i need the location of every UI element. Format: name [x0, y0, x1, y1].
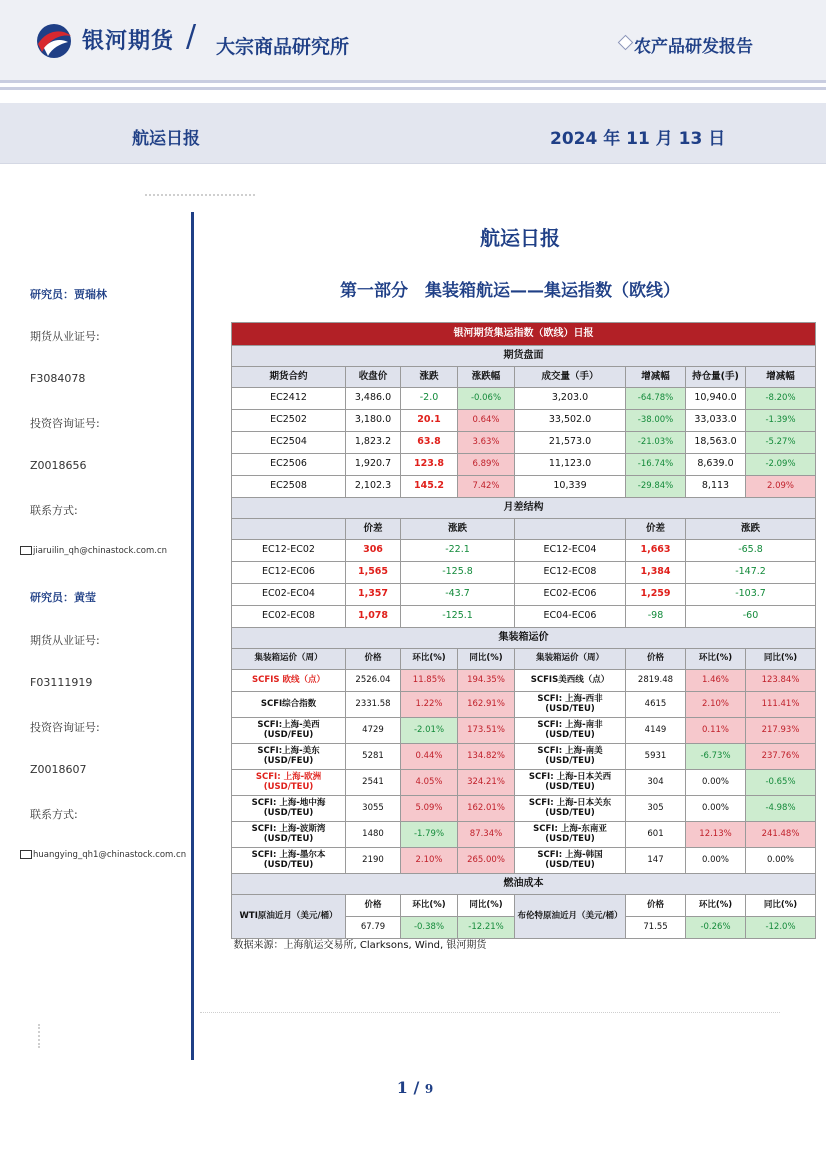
- freight-cell: 3055: [346, 796, 401, 822]
- freight-cell: 134.82%: [458, 744, 515, 770]
- freight-cell: 2190: [346, 848, 401, 874]
- freight-cell: -6.73%: [686, 744, 746, 770]
- futures-row: [232, 388, 816, 410]
- futures-header: 涨跌幅: [458, 367, 515, 388]
- spreads-cell: 1,078: [346, 606, 401, 628]
- freight-cell: 162.91%: [458, 692, 515, 718]
- institute-name: 大宗商品研究所: [216, 36, 350, 58]
- freight-cell: 2819.48: [626, 670, 686, 692]
- spread-header: 涨跌: [401, 519, 515, 540]
- freight-cell: 173.51%: [458, 718, 515, 744]
- spreads-row: [232, 606, 816, 628]
- dotted-divider: [38, 1024, 40, 1048]
- freight-cell: 0.00%: [686, 770, 746, 796]
- spread-header: 涨跌: [686, 519, 816, 540]
- freight-cell: 2331.58: [346, 692, 401, 718]
- futures-cell: 8,113: [686, 476, 746, 498]
- futures-cell: 7.42%: [458, 476, 515, 498]
- freight-cell: 1.22%: [401, 692, 458, 718]
- spreads-row: [232, 540, 816, 562]
- spreads-cell: 1,357: [346, 584, 401, 606]
- futures-cell: 123.8: [401, 454, 458, 476]
- freight-cell: 194.35%: [458, 670, 515, 692]
- freight-cell: 111.41%: [746, 692, 816, 718]
- spreads-cell: EC12-EC06: [232, 562, 346, 584]
- spreads-cell: -43.7: [401, 584, 515, 606]
- spreads-cell: 1,565: [346, 562, 401, 584]
- wti-label: WTI原油近月（美元/桶）: [232, 895, 346, 939]
- report-type: 农产品研发报告: [634, 37, 753, 57]
- freight-cell: 0.11%: [686, 718, 746, 744]
- main-title: 航运日报: [480, 226, 560, 250]
- researcher-2-name: 研究员：黄莹: [30, 591, 96, 604]
- spreads-cell: -22.1: [401, 540, 515, 562]
- freight-header-row: [232, 649, 816, 670]
- freight-cell: SCFI: 上海-欧洲 (USD/TEU): [232, 770, 346, 796]
- freight-cell: 265.00%: [458, 848, 515, 874]
- spreads-cell: EC02-EC06: [515, 584, 626, 606]
- freight-header: 价格: [626, 649, 686, 670]
- futures-row: [232, 476, 816, 498]
- futures-cell: EC2502: [232, 410, 346, 432]
- freight-cell: SCFIS 欧线（点）: [232, 670, 346, 692]
- spread-blank: [232, 519, 346, 540]
- freight-cell: SCFI: 上海-东南亚 (USD/TEU): [515, 822, 626, 848]
- freight-cell: 305: [626, 796, 686, 822]
- freight-cell: SCFI综合指数: [232, 692, 346, 718]
- freight-cell: 241.48%: [746, 822, 816, 848]
- freight-cell: SCFIS美西线（点）: [515, 670, 626, 692]
- page-current: 1: [396, 1078, 408, 1097]
- futures-cell: 8,639.0: [686, 454, 746, 476]
- spreads-cell: -125.1: [401, 606, 515, 628]
- freight-cell: 304: [626, 770, 686, 796]
- spread-header: 价差: [346, 519, 401, 540]
- freight-cell: SCFI:上海-美西 (USD/FEU): [232, 718, 346, 744]
- freight-cell: 2541: [346, 770, 401, 796]
- spreads-cell: -98: [626, 606, 686, 628]
- spread-blank: [515, 519, 626, 540]
- freight-cell: 4.05%: [401, 770, 458, 796]
- section-futures: 期货盘面: [232, 346, 816, 367]
- futures-cell: -29.84%: [626, 476, 686, 498]
- freight-cell: 147: [626, 848, 686, 874]
- freight-cell: SCFI:上海-美东 (USD/FEU): [232, 744, 346, 770]
- section-fuel: 燃油成本: [232, 874, 816, 895]
- futures-cell: 11,123.0: [515, 454, 626, 476]
- freight-cell: SCFI: 上海-南非 (USD/TEU): [515, 718, 626, 744]
- freight-header: 集装箱运价（周）: [232, 649, 346, 670]
- wti-mom: -0.38%: [401, 917, 458, 939]
- spreads-body: [232, 540, 816, 628]
- futures-header: 增减幅: [626, 367, 686, 388]
- freight-row: [232, 670, 816, 692]
- freight-cell: 5.09%: [401, 796, 458, 822]
- spreads-cell: -125.8: [401, 562, 515, 584]
- fuel-header: 同比(%): [746, 895, 816, 917]
- futures-cell: 21,573.0: [515, 432, 626, 454]
- spreads-cell: -60: [686, 606, 816, 628]
- researcher-1-name: 研究员：贾瑞林: [30, 288, 107, 301]
- futures-cell: 1,920.7: [346, 454, 401, 476]
- researcher-2-email-text: huangying_qh1@chinastock.com.cn: [33, 850, 187, 860]
- report-date: 2024 年 11 月 13 日: [550, 129, 726, 149]
- spreads-cell: -147.2: [686, 562, 816, 584]
- freight-cell: SCFI: 上海-日本关东 (USD/TEU): [515, 796, 626, 822]
- researcher-2-advisory-value: Z0018607: [30, 763, 87, 776]
- dotted-divider: [200, 1012, 780, 1013]
- freight-cell: SCFI: 上海-波斯湾 (USD/TEU): [232, 822, 346, 848]
- page-total: 9: [424, 1082, 434, 1096]
- freight-cell: 87.34%: [458, 822, 515, 848]
- freight-cell: SCFI: 上海-韩国 (USD/TEU): [515, 848, 626, 874]
- section-spreads: 月差结构: [232, 498, 816, 519]
- researcher-1-email-text: jiaruilin_qh@chinastock.com.cn: [33, 546, 168, 556]
- freight-cell: SCFI: 上海-地中海 (USD/TEU): [232, 796, 346, 822]
- researcher-1-contact-label: 联系方式:: [30, 504, 78, 517]
- freight-cell: -4.98%: [746, 796, 816, 822]
- futures-cell: 2.09%: [746, 476, 816, 498]
- freight-body: [232, 670, 816, 874]
- brent-yoy: -12.0%: [746, 917, 816, 939]
- futures-row: [232, 432, 816, 454]
- spreads-cell: -103.7: [686, 584, 816, 606]
- freight-cell: 5931: [626, 744, 686, 770]
- fuel-header: 环比(%): [401, 895, 458, 917]
- spreads-cell: 1,384: [626, 562, 686, 584]
- futures-cell: 3.63%: [458, 432, 515, 454]
- futures-cell: -5.27%: [746, 432, 816, 454]
- freight-cell: -2.01%: [401, 718, 458, 744]
- freight-cell: 162.01%: [458, 796, 515, 822]
- researcher-1-email[interactable]: [20, 546, 167, 556]
- futures-cell: 145.2: [401, 476, 458, 498]
- freight-row: [232, 822, 816, 848]
- futures-cell: -16.74%: [626, 454, 686, 476]
- page-separator: /: [413, 1078, 420, 1097]
- freight-cell: 4149: [626, 718, 686, 744]
- part-title: 第一部分 集装箱航运——集运指数（欧线）: [340, 281, 680, 301]
- freight-cell: 12.13%: [686, 822, 746, 848]
- section-freight: 集装箱运价: [232, 628, 816, 649]
- freight-row: [232, 796, 816, 822]
- futures-cell: 3,203.0: [515, 388, 626, 410]
- freight-cell: 1.46%: [686, 670, 746, 692]
- futures-cell: 3,486.0: [346, 388, 401, 410]
- futures-cell: 33,033.0: [686, 410, 746, 432]
- header-rule: [0, 80, 826, 83]
- spreads-cell: 1,259: [626, 584, 686, 606]
- futures-cell: -2.0: [401, 388, 458, 410]
- futures-cell: 0.64%: [458, 410, 515, 432]
- futures-cell: 3,180.0: [346, 410, 401, 432]
- brand-divider: /: [186, 19, 197, 54]
- galaxy-logo-icon: [34, 22, 74, 60]
- fuel-header: 价格: [626, 895, 686, 917]
- fuel-header: 环比(%): [686, 895, 746, 917]
- futures-cell: 6.89%: [458, 454, 515, 476]
- report-name: 航运日报: [132, 129, 200, 149]
- brent-label: 布伦特原油近月（美元/桶）: [515, 895, 626, 939]
- futures-cell: -64.78%: [626, 388, 686, 410]
- futures-header: 收盘价: [346, 367, 401, 388]
- futures-cell: EC2506: [232, 454, 346, 476]
- freight-cell: 0.44%: [401, 744, 458, 770]
- spreads-cell: 306: [346, 540, 401, 562]
- dotted-divider: [145, 194, 255, 196]
- freight-row: [232, 744, 816, 770]
- freight-cell: 0.00%: [686, 848, 746, 874]
- wti-yoy: -12.21%: [458, 917, 515, 939]
- freight-header: 价格: [346, 649, 401, 670]
- spread-header: 价差: [626, 519, 686, 540]
- freight-cell: 123.84%: [746, 670, 816, 692]
- spreads-cell: EC02-EC04: [232, 584, 346, 606]
- freight-header: 环比(%): [686, 649, 746, 670]
- brent-mom: -0.26%: [686, 917, 746, 939]
- mail-icon: [20, 546, 32, 555]
- researcher-1-advisory-label: 投资咨询证号:: [30, 417, 100, 430]
- futures-header: 持仓量(手): [686, 367, 746, 388]
- wti-price: 67.79: [346, 917, 401, 939]
- freight-cell: SCFI: 上海-墨尔本 (USD/TEU): [232, 848, 346, 874]
- futures-cell: 18,563.0: [686, 432, 746, 454]
- sidebar-divider: [191, 212, 194, 1060]
- mail-icon: [20, 850, 32, 859]
- futures-header: 成交量（手）: [515, 367, 626, 388]
- spreads-cell: EC12-EC08: [515, 562, 626, 584]
- futures-body: [232, 388, 816, 498]
- spreads-cell: 1,663: [626, 540, 686, 562]
- futures-header-row: [232, 367, 816, 388]
- futures-header: 增减幅: [746, 367, 816, 388]
- futures-cell: 10,339: [515, 476, 626, 498]
- freight-cell: 1480: [346, 822, 401, 848]
- freight-cell: 217.93%: [746, 718, 816, 744]
- futures-cell: -2.09%: [746, 454, 816, 476]
- futures-cell: 2,102.3: [346, 476, 401, 498]
- freight-cell: 4729: [346, 718, 401, 744]
- freight-cell: 2.10%: [401, 848, 458, 874]
- researcher-2-cert-label: 期货从业证号:: [30, 634, 100, 647]
- futures-cell: -38.00%: [626, 410, 686, 432]
- header-rule: [0, 87, 826, 90]
- page-number: [380, 1078, 450, 1097]
- freight-cell: -0.65%: [746, 770, 816, 796]
- freight-cell: 601: [626, 822, 686, 848]
- researcher-2-cert-value: F03111919: [30, 676, 93, 689]
- freight-cell: 11.85%: [401, 670, 458, 692]
- futures-header: 涨跌: [401, 367, 458, 388]
- futures-cell: 20.1: [401, 410, 458, 432]
- researcher-1-advisory-value: Z0018656: [30, 459, 87, 472]
- researcher-1-cert-value: F3084078: [30, 372, 86, 385]
- brand-name: 银河期货: [82, 29, 175, 54]
- freight-cell: 5281: [346, 744, 401, 770]
- futures-cell: EC2508: [232, 476, 346, 498]
- spreads-cell: -65.8: [686, 540, 816, 562]
- futures-cell: 33,502.0: [515, 410, 626, 432]
- fuel-header: 同比(%): [458, 895, 515, 917]
- futures-cell: -8.20%: [746, 388, 816, 410]
- freight-cell: SCFI: 上海-南美 (USD/TEU): [515, 744, 626, 770]
- freight-cell: 324.21%: [458, 770, 515, 796]
- futures-header: 期货合约: [232, 367, 346, 388]
- futures-cell: 63.8: [401, 432, 458, 454]
- futures-cell: -21.03%: [626, 432, 686, 454]
- freight-cell: 237.76%: [746, 744, 816, 770]
- futures-cell: EC2412: [232, 388, 346, 410]
- freight-cell: SCFI: 上海-日本关西 (USD/TEU): [515, 770, 626, 796]
- freight-header: 集装箱运价（周）: [515, 649, 626, 670]
- fuel-header: 价格: [346, 895, 401, 917]
- freight-cell: SCFI: 上海-西非 (USD/TEU): [515, 692, 626, 718]
- spreads-row: [232, 562, 816, 584]
- futures-cell: EC2504: [232, 432, 346, 454]
- spreads-row: [232, 584, 816, 606]
- freight-cell: 2526.04: [346, 670, 401, 692]
- spreads-cell: EC04-EC06: [515, 606, 626, 628]
- freight-row: [232, 692, 816, 718]
- futures-cell: -0.06%: [458, 388, 515, 410]
- freight-header: 同比(%): [458, 649, 515, 670]
- freight-header: 同比(%): [746, 649, 816, 670]
- futures-cell: 1,823.2: [346, 432, 401, 454]
- data-source: 数据来源：上海航运交易所, Clarksons, Wind, 银河期货: [233, 940, 487, 952]
- spreads-cell: EC12-EC04: [515, 540, 626, 562]
- futures-row: [232, 454, 816, 476]
- fuel-header-row: [232, 895, 816, 917]
- spreads-cell: EC02-EC08: [232, 606, 346, 628]
- researcher-1-cert-label: 期货从业证号:: [30, 330, 100, 343]
- freight-header: 环比(%): [401, 649, 458, 670]
- futures-cell: -1.39%: [746, 410, 816, 432]
- brent-price: 71.55: [626, 917, 686, 939]
- researcher-2-advisory-label: 投资咨询证号:: [30, 721, 100, 734]
- freight-cell: 2.10%: [686, 692, 746, 718]
- researcher-2-email[interactable]: [20, 850, 186, 860]
- freight-row: [232, 718, 816, 744]
- table-title: 银河期货集运指数（欧线）日报: [232, 323, 816, 346]
- freight-row: [232, 770, 816, 796]
- futures-cell: 10,940.0: [686, 388, 746, 410]
- daily-report-table: [231, 322, 816, 953]
- spreads-header-row: [232, 519, 816, 540]
- freight-cell: 0.00%: [746, 848, 816, 874]
- spreads-cell: EC12-EC02: [232, 540, 346, 562]
- freight-cell: 4615: [626, 692, 686, 718]
- freight-cell: 0.00%: [686, 796, 746, 822]
- futures-row: [232, 410, 816, 432]
- researcher-2-contact-label: 联系方式:: [30, 808, 78, 821]
- freight-row: [232, 848, 816, 874]
- freight-cell: -1.79%: [401, 822, 458, 848]
